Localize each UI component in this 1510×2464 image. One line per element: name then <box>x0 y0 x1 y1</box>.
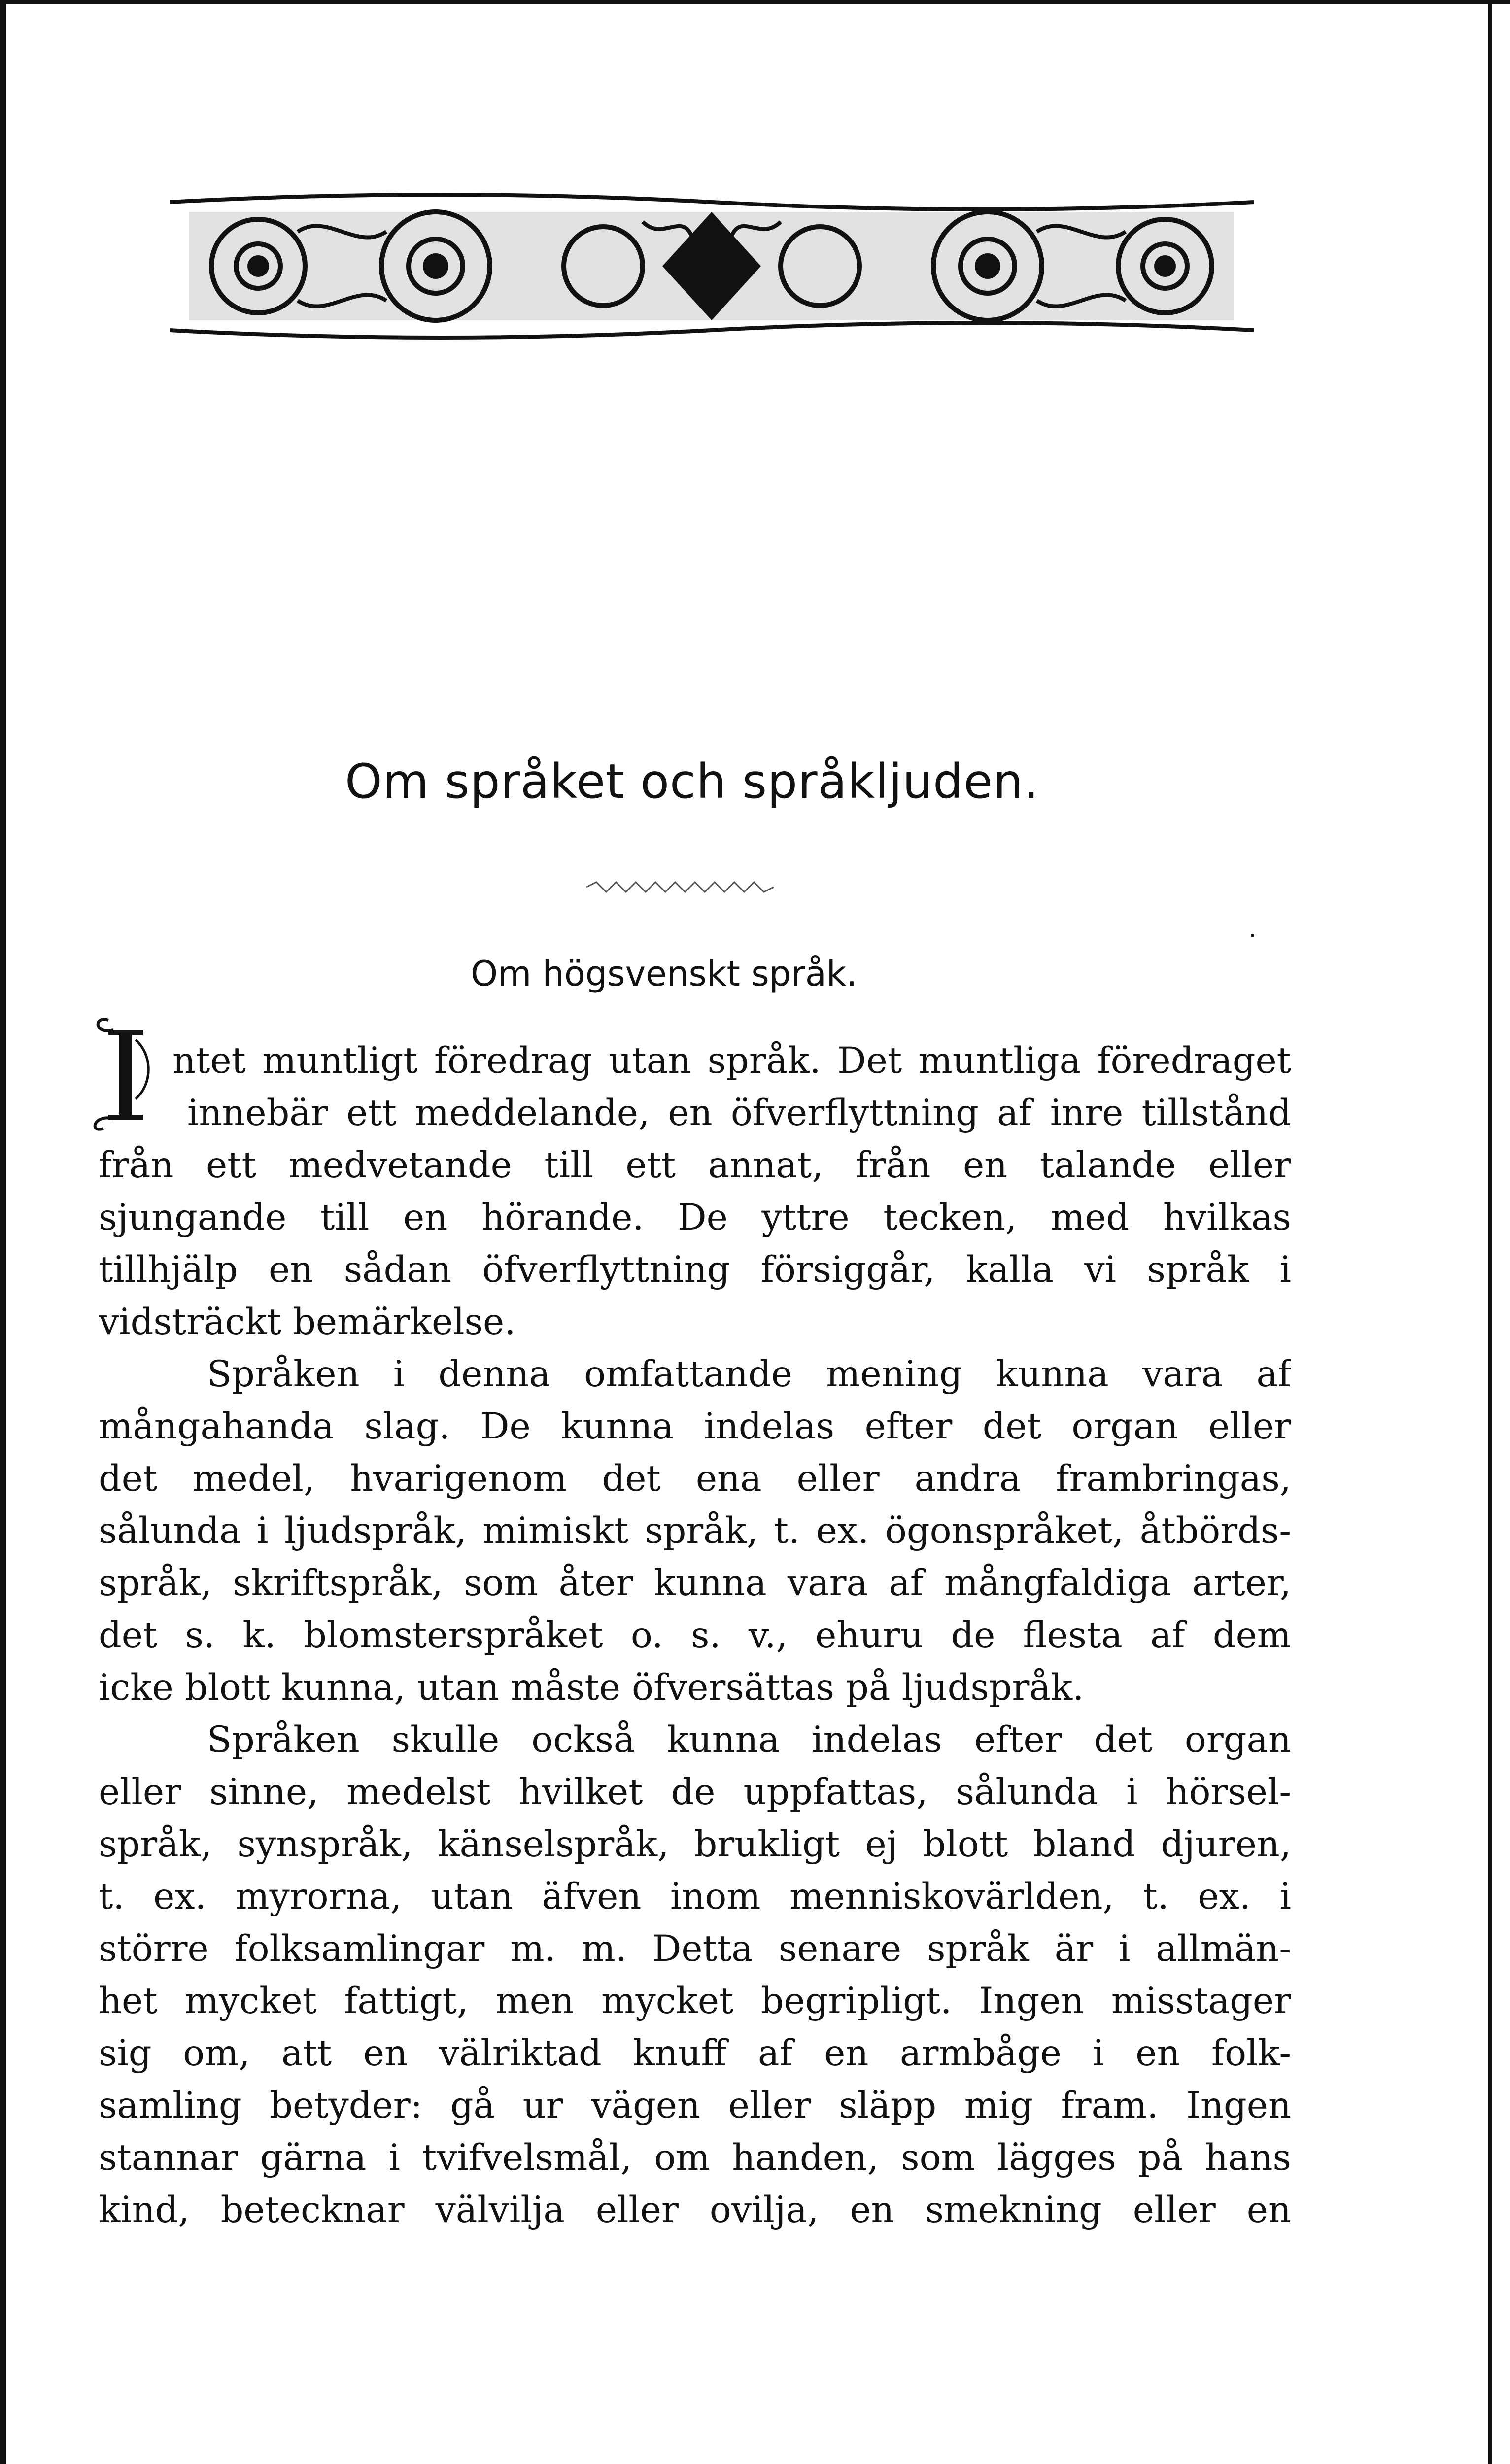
text-line: icke blott kunna, utan måste öfversättas på ljudspråk. <box>99 1667 1084 1709</box>
text-line: större folksamlingar m. m. Detta senare språk är i allmän- <box>99 1928 1291 1970</box>
decorative-header-ornament <box>170 182 1254 350</box>
page-edge-left <box>0 0 6 2464</box>
text-line: sålunda i ljudspråk, mimiskt språk, t. ex. ögonspråket, åtbörds- <box>99 1510 1291 1552</box>
text-line: kind, betecknar välvilja eller ovilja, en smekning eller en <box>99 2189 1291 2231</box>
page-edge-right <box>1488 0 1492 2464</box>
text-line: vidsträckt bemärkelse. <box>99 1301 516 1343</box>
decorative-divider <box>586 880 774 894</box>
text-line: sjungande till en hörande. De yttre tecken, med hvilkas <box>99 1197 1291 1238</box>
text-line: Språken skulle också kunna indelas efter det organ <box>207 1719 1291 1761</box>
text-line: från ett medvetande till ett annat, från en talande eller <box>99 1144 1291 1186</box>
body-text <box>99 1035 1291 2236</box>
text-line: det s. k. blomsterspråket o. s. v., ehuru de flesta af dem <box>99 1614 1291 1656</box>
chapter-title: Om språket och språkljuden. <box>345 754 1039 809</box>
text-line: sig om, att en välriktad knuff af en armbåge i en folk- <box>99 2032 1291 2074</box>
text-line: språk, skriftspråk, som åter kunna vara af mångfaldiga arter, <box>99 1562 1291 1604</box>
text-line: t. ex. myrorna, utan äfven inom menniskovärlden, t. ex. i <box>99 1876 1291 1917</box>
text-line: mångahanda slag. De kunna indelas efter det organ eller <box>99 1405 1291 1447</box>
print-speck <box>1251 934 1254 937</box>
text-line: det medel, hvarigenom det ena eller andra frambringas, <box>99 1458 1291 1500</box>
text-line: samling betyder: gå ur vägen eller släpp mig fram. Ingen <box>99 2085 1291 2126</box>
text-line: tillhjälp en sådan öfverflyttning försiggår, kalla vi språk i <box>99 1249 1291 1291</box>
text-line: ntet muntligt föredrag utan språk. Det muntliga föredraget <box>172 1040 1291 1082</box>
section-subtitle: Om högsvenskt språk. <box>471 954 858 994</box>
text-line: het mycket fattigt, men mycket begripligt. Ingen misstager <box>99 1980 1291 2022</box>
text-line: språk, synspråk, känselspråk, brukligt ej blott bland djuren, <box>99 1823 1291 1865</box>
text-line: eller sinne, medelst hvilket de uppfattas, sålunda i hörsel- <box>99 1771 1291 1813</box>
page-edge-top <box>0 0 1510 4</box>
text-line: Språken i denna omfattande mening kunna vara af <box>207 1353 1291 1395</box>
text-line: innebär ett meddelande, en öfverflyttning af inre tillstånd <box>187 1092 1291 1134</box>
text-line: stannar gärna i tvifvelsmål, om handen, som lägges på hans <box>99 2137 1291 2179</box>
